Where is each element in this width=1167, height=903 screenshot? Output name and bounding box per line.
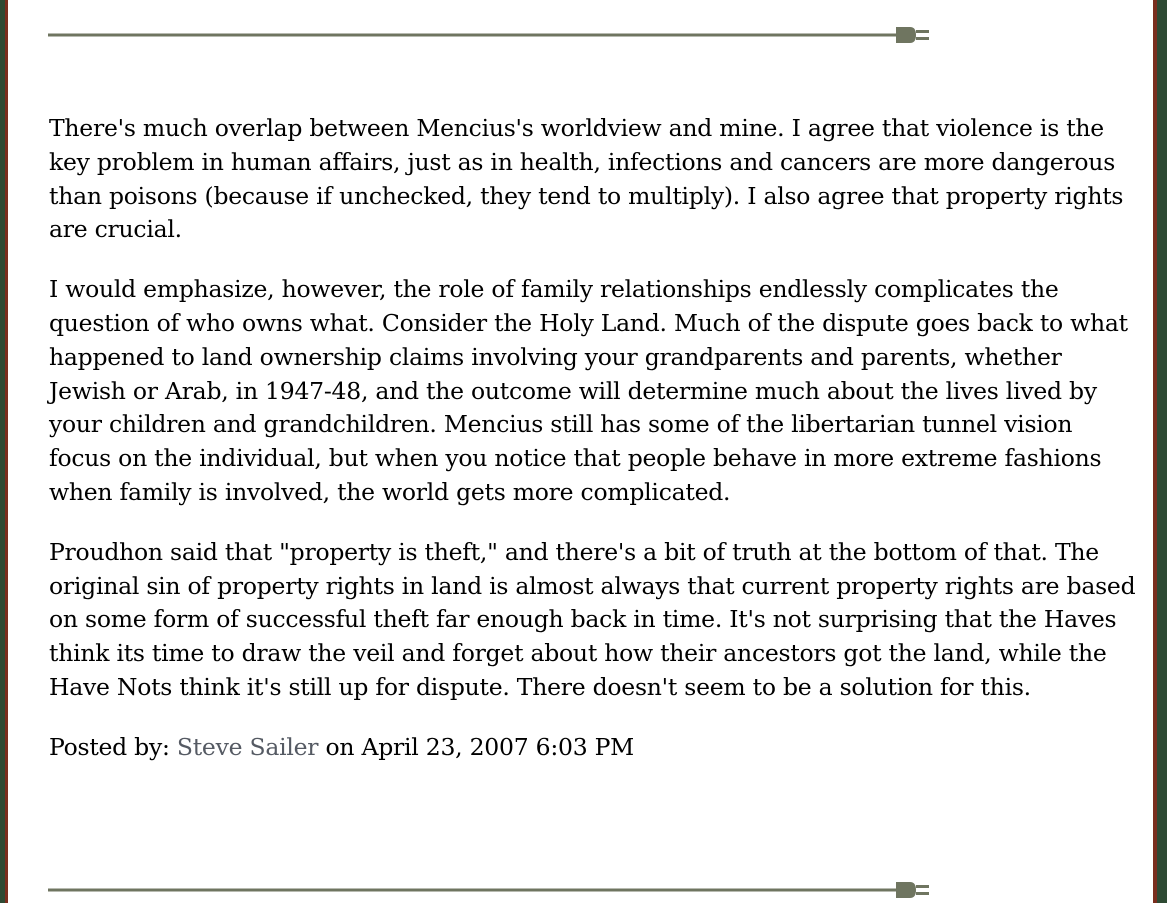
posted-by-line	[49, 731, 1139, 765]
plug-icon	[48, 879, 933, 901]
comment-paragraph-3: Proudhon said that "property is theft," and there's a bit of truth at the bottom of that. The original sin of property rights in land is almost always that current property rights are based on some form of successful theft far enough back in time. It's not surprising that the Haves think its time to draw the veil and forget about how their ancestors got the land, while the Have Nots think it's still up for dispute. There doesn't seem to be a solution for this.	[49, 537, 1136, 701]
posted-date: on April 23, 2007 6:03 PM	[318, 732, 634, 761]
right-border-outer	[1157, 0, 1167, 903]
comment-body	[49, 112, 1139, 791]
divider-top	[48, 24, 933, 46]
left-border-inner	[5, 0, 8, 903]
divider-bottom	[48, 879, 933, 901]
plug-icon	[48, 24, 933, 46]
comment-paragraph-2: I would emphasize, however, the role of family relationships endlessly complicates the question of who owns what. Consider the Holy Land. Much of the dispute goes back to what happened to land ownership claims involving your grandparents and parents, whether Jewish or Arab, in 1947-48, and the outcome will determine much about the lives lived by your children and grandchildren. Mencius still has some of the libertarian tunnel vision focus on the individual, but when you notice that people behave in more extreme fashions when family is involved, the world gets more complicated.	[49, 275, 1128, 506]
posted-by-prefix: Posted by:	[49, 732, 177, 761]
author-link[interactable]: Steve Sailer	[176, 732, 319, 761]
comment-paragraph-1: There's much overlap between Mencius's worldview and mine. I agree that violence is the key problem in human affairs, just as in health, infections and cancers are more dangerous than poisons (because if unchecked, they tend to multiply). I also agree that property rights are crucial.	[49, 114, 1124, 244]
